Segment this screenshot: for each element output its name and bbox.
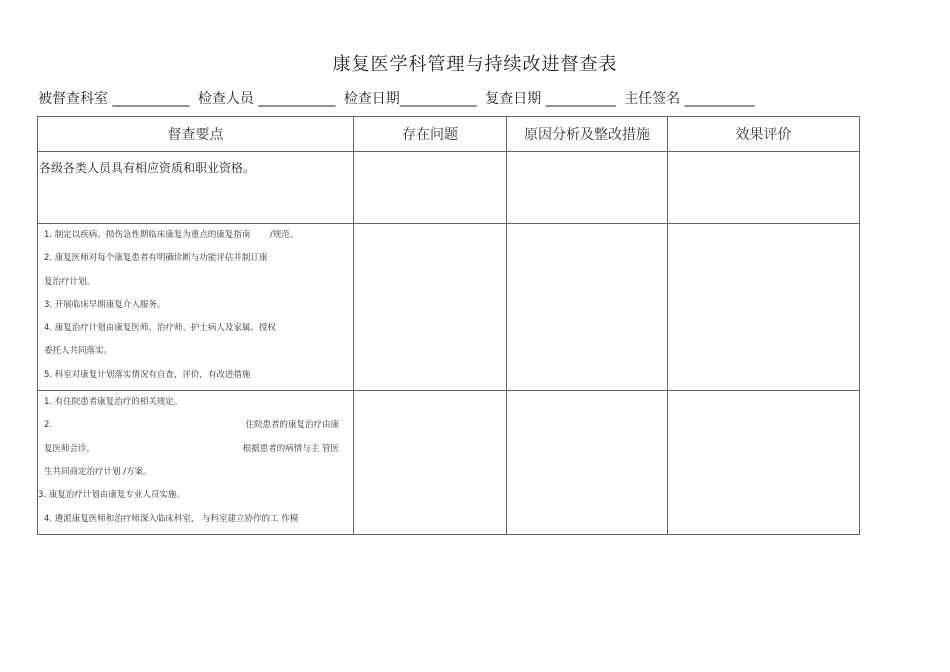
row2-line: 委托人共同落实。 (44, 346, 113, 357)
header-problems: 存在问题 (354, 117, 507, 152)
table-header-row (38, 117, 860, 152)
row2-line: 复治疗计划。 (44, 276, 96, 287)
header-effect-evaluation: 效果评价 (668, 117, 860, 152)
cell-measures (507, 391, 668, 535)
cell-evaluation (668, 152, 860, 224)
row3-line2-left: 2. (44, 420, 53, 431)
cell-problems (354, 224, 507, 391)
row3-line (44, 441, 353, 464)
cell-measures (507, 152, 668, 224)
table-row (38, 391, 860, 535)
cell-problems (354, 391, 507, 535)
cell-evaluation (668, 391, 860, 535)
page-title: 康复医学科管理与持续改进督查表 (332, 54, 618, 75)
row3-line: 生共同商定治疗计划 /方案。 (44, 466, 152, 477)
row3-line3-right: 根据患者的病情与主 管医 (242, 443, 339, 454)
info-director-sign: 主任签名 __________ (624, 91, 755, 107)
row3-line2-right: 住院患者的康复治疗由康 (245, 420, 339, 431)
info-check-date: 检查日期___________ (343, 91, 477, 107)
row2-line: 3. 开展临床早期康复介入服务。 (44, 299, 166, 310)
cell-evaluation (668, 224, 860, 391)
cell-points (38, 152, 354, 224)
header-info-line (38, 88, 918, 108)
cell-points (38, 224, 354, 391)
row3-line: 3. 康复治疗计划由康复专业人员实施。 (38, 490, 185, 501)
table-row (38, 224, 860, 391)
row2-line: 1. 制定以疾病、损伤急性期临床康复为重点的康复指南 /规范。 (44, 230, 299, 240)
inspection-table (37, 116, 860, 535)
table-row (38, 152, 860, 224)
header-analysis-measures: 原因分析及整改措施 (507, 117, 668, 152)
row3-line: 4. 遴派康复医师和治疗师深入临床科室， 与科室建立协作的工 作模 (44, 513, 299, 524)
info-inspector: 检查人员 ___________ (197, 91, 336, 107)
info-recheck-date: 复查日期 __________ (485, 91, 616, 107)
cell-points (38, 391, 354, 535)
cell-measures (507, 224, 668, 391)
row2-line: 5. 科室对康复计划落实情况有自查，评价，有改进措施 (44, 369, 251, 380)
row1-text: 各级各类人员具有相应资质和职业资格。 (39, 161, 256, 175)
header-inspection-points: 督查要点 (38, 117, 354, 152)
row3-line (44, 417, 353, 440)
info-dept: 被督查科室 ___________ (38, 91, 190, 107)
row2-line: 2. 康复医师对每个康复患者有明确诊断与功能评估并制订康 (44, 253, 268, 264)
row2-line: 4. 康复治疗计划由康复医师、治疗师、护士病人及家属、授权 (44, 323, 276, 334)
row3-line: 1. 有住院患者康复治疗的相关规定。 (44, 397, 183, 408)
row3-line3-left: 复医师会诊， (44, 443, 96, 454)
cell-problems (354, 152, 507, 224)
